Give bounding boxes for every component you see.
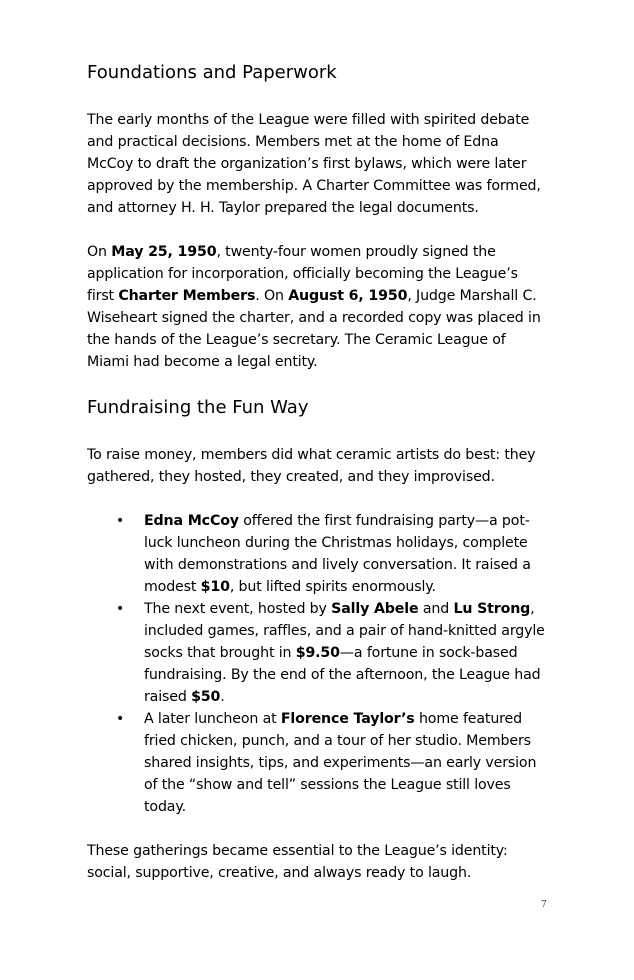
list-item (116, 708, 549, 818)
paragraph (87, 241, 549, 373)
list-item-text (144, 601, 545, 705)
section-fundraising (87, 395, 549, 884)
section-heading: Foundations and Paperwork (87, 62, 337, 83)
bold-text: $10 (200, 579, 230, 595)
bold-text: Charter Members (118, 288, 256, 304)
bold-text: May 25, 1950 (111, 244, 217, 260)
text-run: , Judge Marshall C. Wiseheart signed the charter, and a recorded copy was placed in the hands of the League’s secretary. The Ceramic League of Miami had become a legal entity. (87, 288, 541, 370)
list-item-text (144, 513, 531, 595)
text-run: —a fortune in sock-based fundraising. By the end of the afternoon, the League had raised (144, 645, 541, 705)
text-run: The next event, hosted by (144, 601, 332, 617)
list-item-text (144, 711, 536, 815)
text-run: To raise money, members did what ceramic artists do best: they gathered, they hosted, they created, and they improvised. (87, 447, 536, 485)
section-foundations (87, 60, 549, 373)
text-run: On (87, 244, 112, 260)
bullet-glyph: • (116, 601, 125, 617)
paragraph (87, 109, 549, 219)
bold-text: Lu Strong (453, 601, 531, 617)
paragraph (87, 444, 549, 488)
text-run: . On (255, 288, 289, 304)
text-run: , twenty-four women proudly signed the application for incorporation, officially becoming the League’s first (87, 244, 518, 304)
bullet-list (87, 510, 549, 818)
text-run: A later luncheon at (144, 711, 281, 727)
paragraph (87, 840, 549, 884)
text-run: These gatherings became essential to the League’s identity: social, supportive, creative, and always ready to laugh. (87, 843, 508, 881)
list-item (116, 510, 549, 598)
bold-text: August 6, 1950 (288, 288, 408, 304)
text-run: . (220, 689, 225, 705)
bold-text: Edna McCoy (144, 513, 239, 529)
text-run: and (418, 601, 454, 617)
section-heading: Fundraising the Fun Way (87, 397, 309, 418)
bold-text: $9.50 (295, 645, 340, 661)
bullet-glyph: • (116, 513, 125, 529)
text-run: offered the first fundraising party—a pot-luck luncheon during the Christmas holidays, complete with demonstrations and lively conversation. It raised a modest (144, 513, 531, 595)
document-page (87, 60, 549, 906)
text-run: home featured fried chicken, punch, and a tour of her studio. Members shared insights, tips, and experiments—an early version of the “show and tell” sessions the League still loves today. (144, 711, 537, 815)
text-run: , but lifted spirits enormously. (229, 579, 436, 595)
bold-text: Florence Taylor’s (280, 711, 415, 727)
bold-text: $50 (191, 689, 221, 705)
page-number: 7 (541, 900, 547, 910)
list-item (116, 598, 549, 708)
text-run: , included games, raffles, and a pair of hand-knitted argyle socks that brought in (144, 601, 545, 661)
text-run: The early months of the League were filled with spirited debate and practical decisions. Members met at the home of Edna McCoy to draft the organization’s first bylaws, which were later approved by the membership. A Charter Committee was formed, and attorney H. H. Taylor prepared the legal documents. (87, 112, 541, 216)
bullet-glyph: • (116, 711, 125, 727)
bold-text: Sally Abele (331, 601, 419, 617)
